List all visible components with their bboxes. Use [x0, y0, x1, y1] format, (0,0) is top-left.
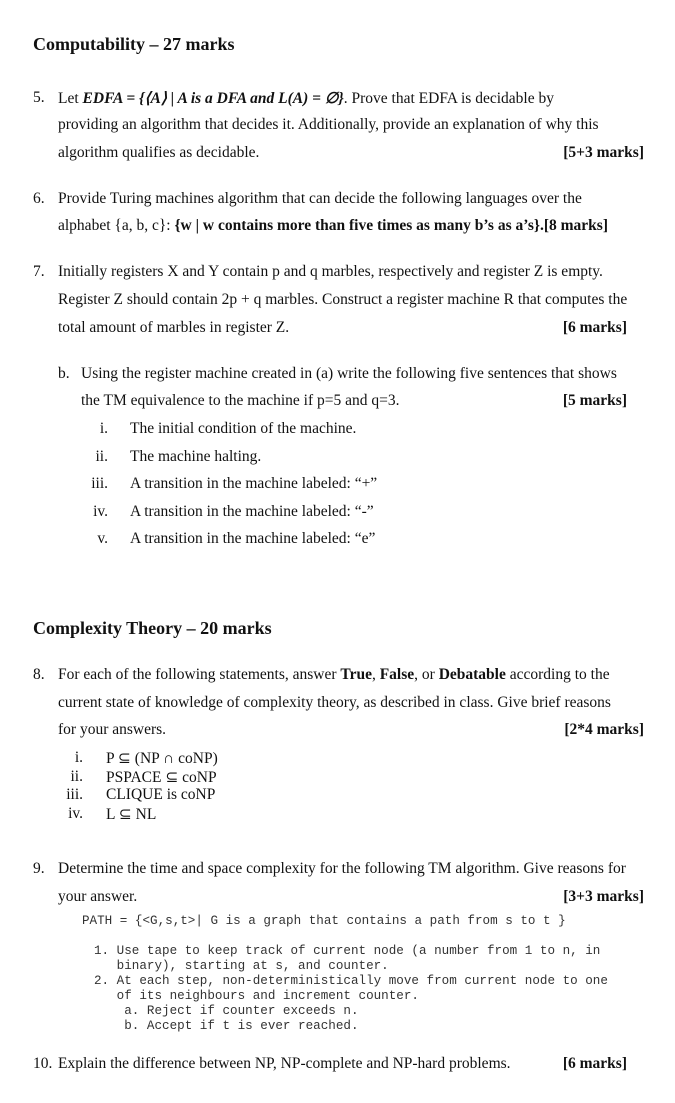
- q8-true: True: [340, 666, 372, 683]
- q7-marks: [6 marks]: [562, 319, 627, 336]
- q7-item-number: iii.: [91, 475, 108, 492]
- q8-item-text: P ⊆ (NP ∩ coNP): [106, 750, 218, 767]
- section-heading-complexity: Complexity Theory – 20 marks: [33, 618, 272, 638]
- q10-text: Explain the difference between NP, NP-complete and NP-hard problems.: [58, 1055, 511, 1072]
- q7-item-text: The initial condition of the machine.: [130, 420, 357, 437]
- q9-line1: Determine the time and space complexity for the following TM algorithm. Give reasons for: [58, 860, 626, 877]
- q9-path-definition: PATH = {<G,s,t>| G is a graph that contains a path from s to t }: [82, 914, 566, 928]
- q7-line3: total amount of marbles in register Z.: [58, 319, 290, 336]
- q8-comma2: , or: [414, 666, 439, 683]
- q9-number: 9.: [33, 860, 45, 877]
- q5-line2: providing an algorithm that decides it. Additionally, provide an explanation of why this: [58, 116, 599, 133]
- q9-code-line: of its neighbours and increment counter.: [94, 989, 419, 1003]
- q7b-label: b.: [58, 365, 70, 382]
- q9-code-line: b. Accept if t is ever reached.: [94, 1019, 359, 1033]
- q8-item-text: L ⊆ NL: [106, 806, 157, 823]
- q6-line2: [58, 217, 608, 235]
- q7-number: 7.: [33, 263, 45, 280]
- q7b-marks: [5 marks]: [562, 392, 627, 409]
- q8-l1-pre: For each of the following statements, answer: [58, 666, 341, 683]
- q8-comma1: ,: [371, 666, 380, 683]
- q8-marks: [2*4 marks]: [564, 721, 644, 738]
- q8-item-text: CLIQUE is coNP: [106, 786, 216, 803]
- q10-number: 10.: [33, 1055, 53, 1072]
- q9-code-line: a. Reject if counter exceeds n.: [94, 1004, 359, 1018]
- q7-line1: Initially registers X and Y contain p and q marbles, respectively and register Z is empty.: [58, 263, 603, 280]
- q8-l1-post: according to the: [505, 666, 610, 683]
- section-heading-computability: Computability – 27 marks: [33, 34, 235, 54]
- q9-code-line: binary), starting at s, and counter.: [94, 959, 389, 973]
- q7-item-text: A transition in the machine labeled: “e”: [130, 530, 376, 547]
- q8-false: False: [379, 666, 415, 683]
- q9-marks: [3+3 marks]: [563, 888, 644, 905]
- q7-item-number: iv.: [93, 503, 108, 520]
- q5-number: 5.: [33, 89, 45, 106]
- q6-line2-pre: alphabet {a, b, c}:: [58, 217, 175, 234]
- q8-item-number: iii.: [66, 786, 83, 803]
- q8-line3: for your answers.: [58, 721, 167, 738]
- q7-item-text: A transition in the machine labeled: “+”: [130, 475, 378, 492]
- q7-item-number: i.: [99, 420, 108, 437]
- q7-item-number: v.: [97, 530, 108, 547]
- q5-set-notation: = {⟨A⟩ | A is a DFA and L(A) = ∅}: [122, 90, 344, 107]
- q7b-line1: Using the register machine created in (a) write the following five sentences that shows: [81, 365, 617, 382]
- q9-line2: your answer.: [58, 888, 138, 905]
- q9-code-line: 1. Use tape to keep track of current node (a number from 1 to n, in: [94, 944, 601, 958]
- q7-line2: Register Z should contain 2p + q marbles. Construct a register machine R that computes the: [58, 291, 628, 308]
- q8-item-number: iv.: [68, 805, 83, 822]
- q10-marks: [6 marks]: [562, 1055, 627, 1072]
- q6-line1: Provide Turing machines algorithm that can decide the following languages over the: [58, 190, 582, 207]
- q5-marks: [5+3 marks]: [563, 144, 644, 161]
- q6-marks: [8 marks]: [543, 217, 609, 234]
- q7-item-text: A transition in the machine labeled: “-”: [130, 503, 374, 520]
- q8-item-number: ii.: [70, 768, 83, 785]
- q8-item-number: i.: [74, 749, 83, 766]
- q5-pre: Let: [58, 90, 83, 107]
- q7-item-text: The machine halting.: [130, 448, 262, 465]
- q8-debatable: Debatable: [438, 666, 506, 683]
- q5-post: . Prove that EDFA is decidable by: [343, 90, 554, 107]
- q6-number: 6.: [33, 190, 45, 207]
- q6-language: {w | w contains more than five times as many b’s as a’s}.: [174, 217, 544, 234]
- q8-line1: [58, 666, 610, 684]
- q7b-line2: the TM equivalence to the machine if p=5 and q=3.: [81, 392, 400, 409]
- q5-line1: [58, 89, 554, 108]
- q5-edfa: EDFA: [82, 90, 123, 107]
- q9-code-line: 2. At each step, non-deterministically move from current node to one: [94, 974, 608, 988]
- q7-item-number: ii.: [95, 448, 108, 465]
- q8-item-text: PSPACE ⊆ coNP: [106, 769, 217, 786]
- q8-number: 8.: [33, 666, 45, 683]
- q5-line3: algorithm qualifies as decidable.: [58, 144, 260, 161]
- q8-line2: current state of knowledge of complexity theory, as described in class. Give brief reasons: [58, 694, 611, 711]
